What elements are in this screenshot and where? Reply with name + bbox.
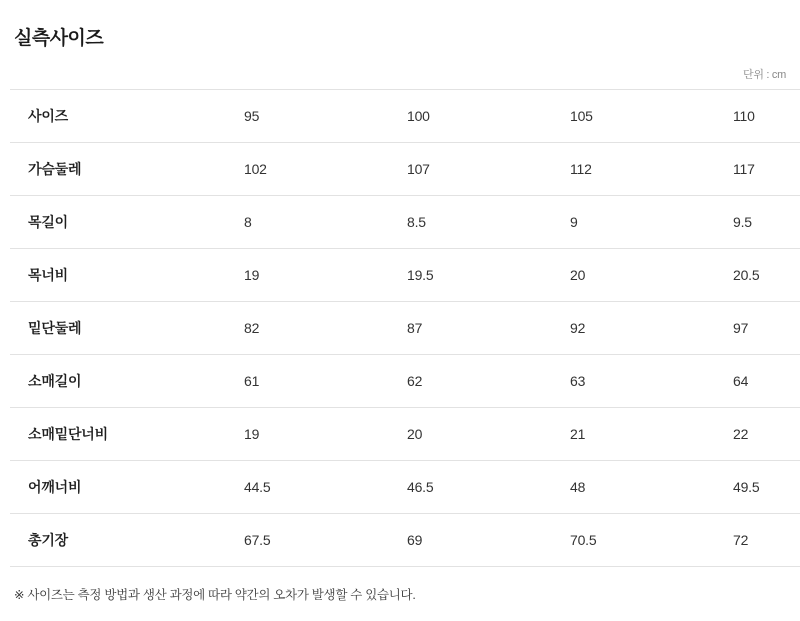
row-label: 총기장 bbox=[10, 513, 226, 566]
row-value: 22 bbox=[715, 407, 800, 460]
row-label: 가슴둘레 bbox=[10, 142, 226, 195]
row-value: 105 bbox=[552, 89, 715, 142]
unit-note: 단위 : cm bbox=[743, 68, 786, 81]
row-value: 20 bbox=[389, 407, 552, 460]
row-value: 8.5 bbox=[389, 195, 552, 248]
row-value: 69 bbox=[389, 513, 552, 566]
row-value: 9 bbox=[552, 195, 715, 248]
row-value: 70.5 bbox=[552, 513, 715, 566]
row-value: 9.5 bbox=[715, 195, 800, 248]
row-value: 48 bbox=[552, 460, 715, 513]
row-value: 87 bbox=[389, 301, 552, 354]
row-value: 8 bbox=[226, 195, 389, 248]
row-value: 19.5 bbox=[389, 248, 552, 301]
table-row bbox=[10, 460, 800, 513]
row-label: 밑단둘레 bbox=[10, 301, 226, 354]
row-value: 97 bbox=[715, 301, 800, 354]
row-value: 67.5 bbox=[226, 513, 389, 566]
row-value: 20.5 bbox=[715, 248, 800, 301]
row-value: 110 bbox=[715, 89, 800, 142]
row-value: 63 bbox=[552, 354, 715, 407]
row-label: 소매밑단너비 bbox=[10, 407, 226, 460]
row-value: 19 bbox=[226, 407, 389, 460]
row-value: 107 bbox=[389, 142, 552, 195]
table-row bbox=[10, 195, 800, 248]
unit-note-row bbox=[10, 51, 790, 89]
row-label: 소매길이 bbox=[10, 354, 226, 407]
row-value: 44.5 bbox=[226, 460, 389, 513]
row-value: 102 bbox=[226, 142, 389, 195]
row-label: 목너비 bbox=[10, 248, 226, 301]
row-value: 49.5 bbox=[715, 460, 800, 513]
measurement-table bbox=[10, 89, 800, 567]
row-value: 92 bbox=[552, 301, 715, 354]
row-label: 목길이 bbox=[10, 195, 226, 248]
footnote: ※ 사이즈는 측정 방법과 생산 과정에 따라 약간의 오차가 발생할 수 있습니다. bbox=[14, 587, 416, 602]
table-row bbox=[10, 407, 800, 460]
row-value: 19 bbox=[226, 248, 389, 301]
table-row bbox=[10, 248, 800, 301]
row-value: 21 bbox=[552, 407, 715, 460]
row-label: 어깨너비 bbox=[10, 460, 226, 513]
table-row bbox=[10, 301, 800, 354]
table-row bbox=[10, 354, 800, 407]
row-label: 사이즈 bbox=[10, 89, 226, 142]
row-value: 64 bbox=[715, 354, 800, 407]
row-value: 95 bbox=[226, 89, 389, 142]
table-row bbox=[10, 142, 800, 195]
table-row bbox=[10, 513, 800, 566]
row-value: 20 bbox=[552, 248, 715, 301]
row-value: 62 bbox=[389, 354, 552, 407]
row-value: 117 bbox=[715, 142, 800, 195]
row-value: 82 bbox=[226, 301, 389, 354]
table-row bbox=[10, 89, 800, 142]
row-value: 112 bbox=[552, 142, 715, 195]
row-value: 72 bbox=[715, 513, 800, 566]
row-value: 61 bbox=[226, 354, 389, 407]
page-title: 실측사이즈 bbox=[14, 28, 104, 49]
row-value: 100 bbox=[389, 89, 552, 142]
row-value: 46.5 bbox=[389, 460, 552, 513]
